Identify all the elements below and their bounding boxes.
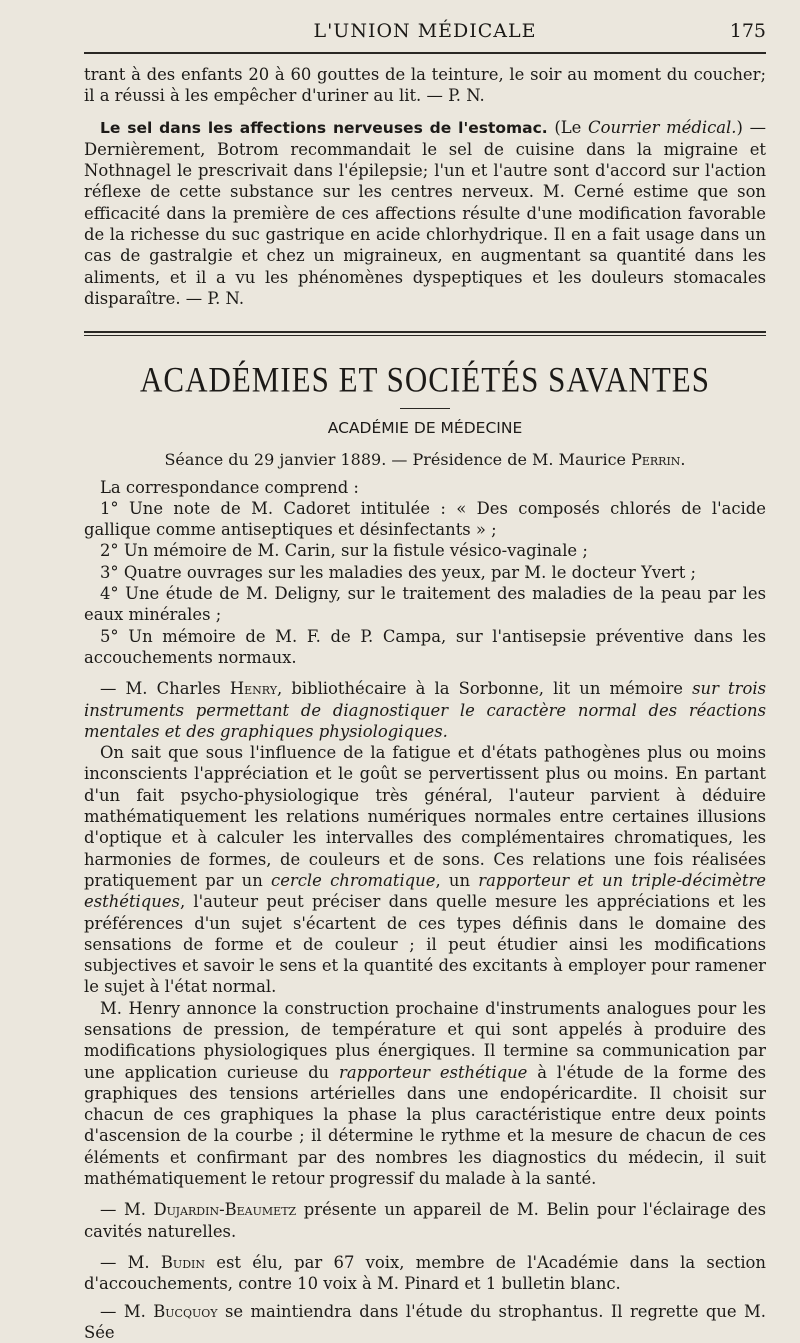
salt-source: Courrier médical. xyxy=(588,117,737,137)
salt-body: Dernièrement, Botrom recommandait le sel de cuisine dans la migraine et Nothnagel le prescrivait dans l'épilepsie; l'un et l'autre sont d'accord sur l'action réflexe de cette substance sur les centres nerveux. M. Cerné estime que son efficacité dans la première de ces affections résulte d'une modification favorable de la richesse du suc gastrique en acide chlorhydrique. Il en a fait usage dans un cas de gastralgie et chez un migraineux, en augmentant sa quantité dans les aliments, et il a vu les phénomènes dyspeptiques et les douleurs stomacales disparaître. — P. N. xyxy=(84,139,766,308)
page-number: 175 xyxy=(729,20,766,42)
henry-name: Henry xyxy=(229,679,277,699)
correspondance-item-4: 4° Une étude de M. Deligny, sur le traitement des maladies de la peau par les eaux minérales ; xyxy=(84,584,766,625)
continuation-paragraph: trant à des enfants 20 à 60 gouttes de la teinture, le soir au moment du coucher; il a réussi à les empêcher d'uriner au lit. — P. N. xyxy=(84,65,766,106)
president-name: Perrin xyxy=(631,450,681,470)
journal-title: L'UNION MÉDICALE xyxy=(313,20,537,42)
section-subtitle: ACADÉMIE DE MÉDECINE xyxy=(327,419,523,438)
salt-article: Le sel dans les affections nerveuses de l'estomac. (Le Courrier médical.) — Dernièrement, Botrom recommandait le sel de cuisine dans la migraine et Nothnagel le prescrivait dans l'épilepsie; l'un et l'autre sont d'accord sur l'action réflexe de cette substance sur les centres nerveux. M. Cerné estime que son efficacité dans la première de ces affections résulte d'une modification favorable de la richesse du suc gastrique en acide chlorhydrique. Il en a fait usage dans un cas de gastralgie et chez un migraineux, en augmentant sa quantité dans les aliments, et il a vu les phénomènes dyspeptiques et les douleurs stomacales disparaître. — P. N. xyxy=(84,117,766,308)
henry-paragraph-1: On sait que sous l'influence de la fatigue et d'états pathogènes plus ou moins inconscients l'appréciation et le goût se pervertissent plus ou moins. En partant d'un fait psycho-physiologique très général, l'auteur parvient à déduire mathématiquement les relations numériques normales entre certaines illusions d'optique et à calculer les intervalles des complémentaires chromatiques, les harmonies de formes, de couleurs et de sons. Ces relations une fois réalisées pratiquement par un cercle chromatique, un rapporteur et un triple-décimètre esthétiques, l'auteur peut préciser dans quelle mesure les appréciations et les préférences d'un sujet s'écartent de ces types définis dans le domaine des sensations de forme et de couleur ; il peut étudier ainsi les modifications subjectives et savoir le sens et la quantité des excitants à employer pour ramener le sujet à l'état normal. xyxy=(84,743,766,997)
bucquoy-entry: — M. Bucquoy se maintiendra dans l'étude du strophantus. Il regrette que M. Sée xyxy=(84,1301,766,1342)
correspondance-item-3: 3° Quatre ouvrages sur les maladies des yeux, par M. le docteur Yvert ; xyxy=(100,562,697,582)
section-title: ACADÉMIES ET SOCIÉTÉS SAVANTES xyxy=(140,359,710,400)
dujardin-entry: — M. Dujardin-Beaumetz présente un appareil de M. Belin pour l'éclairage des cavités naturelles. xyxy=(84,1200,766,1241)
correspondance-item-5: 5° Un mémoire de M. F. de P. Campa, sur l'antisepsie préventive dans les accouchements normaux. xyxy=(84,626,766,667)
budin-name: Budin xyxy=(160,1252,205,1272)
section-rule xyxy=(84,331,766,333)
correspondance-intro: La correspondance comprend : xyxy=(100,477,359,497)
seance-line: Séance du 29 janvier 1889. — Présidence de M. Maurice Perrin. xyxy=(164,450,686,470)
section-rule-thin xyxy=(84,335,766,336)
dujardin-name: Dujardin-Beaumetz xyxy=(153,1200,297,1220)
running-head xyxy=(84,20,766,54)
correspondance-item-1: 1° Une note de M. Cadoret intitulée : « Des composés chlorés de l'acide gallique comme antiseptiques et désinfectants » ; xyxy=(84,498,766,540)
henry-memoir-title: sur trois instruments permettant de diagnostiquer le caractère normal des réactions mentales et des graphiques physiologiques. xyxy=(84,679,767,741)
budin-entry: — M. Budin est élu, par 67 voix, membre de l'Académie dans la section d'accouchements, contre 10 voix à M. Pinard et 1 bulletin blanc. xyxy=(84,1252,766,1294)
bucquoy-name: Bucquoy xyxy=(153,1301,218,1321)
salt-heading: Le sel dans les affections nerveuses de l'estomac. xyxy=(100,118,548,137)
henry-entry: — M. Charles Henry, bibliothécaire à la Sorbonne, lit un mémoire sur trois instruments permettant de diagnostiquer le caractère normal des réactions mentales et des graphiques physiologiques. xyxy=(84,679,767,741)
correspondance-item-2: 2° Un mémoire de M. Carin, sur la fistule vésico-vaginale ; xyxy=(100,541,588,561)
title-divider xyxy=(400,408,450,409)
henry-paragraph-2: M. Henry annonce la construction prochaine d'instruments analogues pour les sensations de pression, de température et qui sont appelés à produire des modifications physiologiques plus énergiques. Il termine sa communication par une application curieuse du rapporteur esthétique à l'étude de la forme des graphiques des tensions artérielles dans une endopéricardite. Il choisit sur chacun de ces graphiques la phase la plus caractéristique entre deux points d'ascension de la courbe ; il détermine le rythme et la mesure de chacun de ces éléments et confirmant par des nombres les diagnostics du médecin, il suit mathématiquement le retour progressif du malade à la santé. xyxy=(84,998,767,1189)
